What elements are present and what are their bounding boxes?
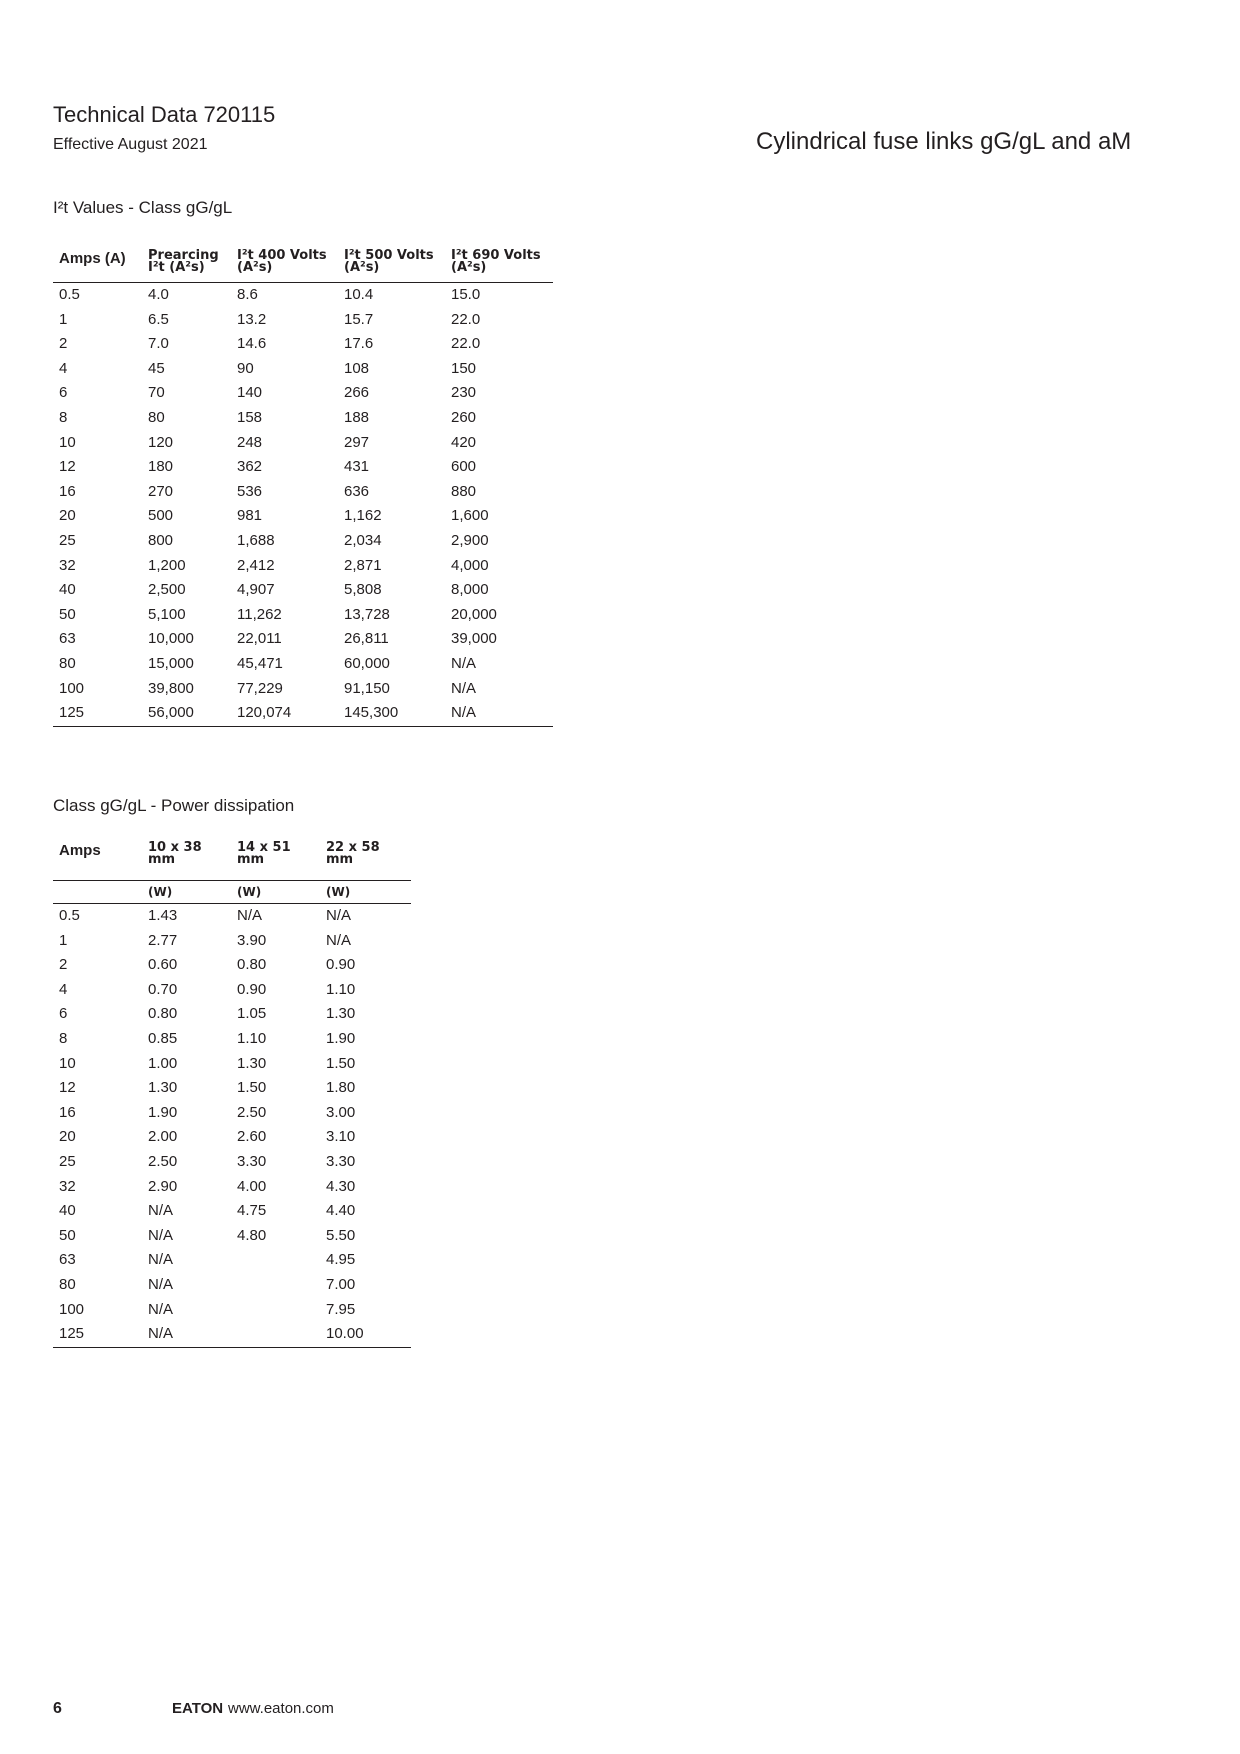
- table-cell: 1.30: [326, 1005, 356, 1023]
- table-row: [53, 504, 553, 529]
- column-header: [53, 250, 142, 283]
- column-header: [231, 842, 320, 881]
- table-cell: 1: [59, 931, 68, 949]
- i2t-values-table: [53, 250, 553, 727]
- table-cell: 0.90: [237, 980, 267, 998]
- table-cell: 270: [148, 482, 174, 500]
- table-row: [53, 1076, 411, 1101]
- table-cell: [231, 1322, 320, 1347]
- table-cell: 8: [59, 408, 68, 426]
- table-cell: 12: [59, 458, 76, 476]
- table-cell: 6: [59, 1005, 68, 1023]
- table-cell: 297: [344, 433, 370, 451]
- column-header: [142, 842, 231, 881]
- table-row: [53, 455, 553, 480]
- table-cell: 266: [344, 384, 370, 402]
- page-number: 6: [53, 1700, 62, 1717]
- table-cell: 7.0: [148, 335, 169, 353]
- table-cell: 40: [59, 1202, 76, 1220]
- column-header-line: I²t 400 Volts: [237, 248, 327, 263]
- table-cell: 362: [237, 458, 263, 476]
- table-cell: 1.80: [326, 1079, 356, 1097]
- table-row: [53, 1248, 411, 1273]
- table-row: [53, 578, 553, 603]
- table-cell: 10,000: [148, 630, 194, 648]
- table-row: [53, 1199, 411, 1224]
- table-row: [53, 357, 553, 382]
- table-cell: 4.40: [326, 1202, 356, 1220]
- table-cell: 63: [59, 630, 76, 648]
- column-header-line: 22 x 58: [326, 840, 380, 855]
- table-cell: 1.90: [148, 1103, 178, 1121]
- table-cell: 39,000: [451, 630, 497, 648]
- table-row: [53, 308, 553, 333]
- table-cell: 600: [451, 458, 477, 476]
- table-row: [53, 1052, 411, 1077]
- table-cell: 90: [237, 359, 254, 377]
- table-cell: 13,728: [344, 605, 390, 623]
- table-cell: 1.50: [326, 1054, 356, 1072]
- table-cell: 8.6: [237, 286, 258, 303]
- table-cell: 248: [237, 433, 263, 451]
- table-row: [53, 529, 553, 554]
- column-header: [142, 250, 231, 283]
- table-cell: 1,200: [148, 556, 186, 574]
- table-cell: 108: [344, 359, 370, 377]
- table-cell: 20: [59, 1128, 76, 1146]
- table-cell: 4: [59, 980, 68, 998]
- product-title: Cylindrical fuse links gG/gL and aM: [756, 128, 1132, 155]
- table-cell: 145,300: [338, 701, 445, 726]
- table-cell: 10.00: [320, 1322, 411, 1347]
- table-cell: 7.95: [326, 1300, 356, 1318]
- table-cell: 10: [59, 1054, 76, 1072]
- table-cell: 3.10: [326, 1128, 356, 1146]
- table-row: [53, 332, 553, 357]
- table-cell: 40: [59, 581, 76, 599]
- column-header-line: (A²s): [344, 260, 380, 275]
- column-header-line: 14 x 51: [237, 840, 291, 855]
- table-cell: 636: [344, 482, 370, 500]
- table-cell: 0.60: [148, 956, 178, 974]
- table-cell: 1.30: [148, 1079, 178, 1097]
- table-cell: 2.50: [237, 1103, 267, 1121]
- table-cell: N/A: [148, 1202, 174, 1220]
- table-cell: 120: [148, 433, 174, 451]
- table-cell: 45: [148, 359, 165, 377]
- column-header-line: mm: [326, 852, 354, 867]
- column-header-line: mm: [148, 852, 176, 867]
- table-cell: N/A: [445, 701, 553, 726]
- table-cell: N/A: [326, 907, 352, 924]
- table-cell: 4.0: [148, 286, 169, 303]
- table-cell: 2,412: [237, 556, 275, 574]
- table-cell: 2.00: [148, 1128, 178, 1146]
- table-row: [53, 431, 553, 456]
- table-cell: 8: [59, 1029, 68, 1047]
- table-cell: 4.75: [237, 1202, 267, 1220]
- table-cell: 26,811: [344, 630, 389, 648]
- table-cell: 2,034: [344, 531, 382, 549]
- table-cell: 2.77: [148, 931, 178, 949]
- table-cell: 140: [237, 384, 263, 402]
- column-header: [320, 842, 411, 881]
- table-cell: 22.0: [451, 310, 481, 328]
- table-row: [53, 1273, 411, 1298]
- table-cell: 16: [59, 1103, 76, 1121]
- table-cell: 3.30: [326, 1152, 356, 1170]
- website-link[interactable]: www.eaton.com: [228, 1700, 334, 1717]
- table-cell: 6: [59, 384, 68, 402]
- table-row: [53, 603, 553, 628]
- column-header: [53, 842, 142, 881]
- table-cell: 13.2: [237, 310, 267, 328]
- table-cell: 45,471: [237, 654, 283, 672]
- table-cell: 1.50: [237, 1079, 267, 1097]
- table-cell: 1.10: [237, 1029, 267, 1047]
- table-cell: 22.0: [451, 335, 481, 353]
- table-cell: 1.30: [237, 1054, 267, 1072]
- table-cell: 39,800: [148, 679, 194, 697]
- table-row: [53, 1322, 411, 1347]
- table-cell: 17.6: [344, 335, 374, 353]
- table-cell: 2.50: [148, 1152, 178, 1170]
- table-cell: 16: [59, 482, 76, 500]
- table-cell: N/A: [451, 654, 477, 672]
- table-cell: 1: [59, 310, 68, 328]
- table-row: [53, 1175, 411, 1200]
- table-cell: N/A: [148, 1300, 174, 1318]
- table-row: [53, 1224, 411, 1249]
- column-header-line: (A²s): [237, 260, 273, 275]
- table-row: [53, 904, 411, 929]
- table-row: [53, 652, 553, 677]
- table-cell: 50: [59, 1226, 76, 1244]
- table-cell: 5.50: [326, 1226, 356, 1244]
- column-header: [445, 250, 553, 283]
- table-row: [53, 627, 553, 652]
- table-cell: 22,011: [237, 630, 282, 648]
- table-row: [53, 406, 553, 431]
- table-cell: 60,000: [344, 654, 390, 672]
- document-title: [53, 102, 275, 128]
- table-cell: 125: [53, 1322, 142, 1347]
- table-cell: 3.90: [237, 931, 267, 949]
- table-cell: 25: [59, 1152, 76, 1170]
- table-cell: 4,907: [237, 581, 275, 599]
- table-row: [53, 701, 553, 726]
- column-header-line: Amps: [59, 842, 101, 859]
- table-cell: 5,808: [344, 581, 382, 599]
- column-header-line: Amps (A): [59, 250, 126, 267]
- table-cell: 15,000: [148, 654, 194, 672]
- table-cell: 2,500: [148, 581, 186, 599]
- table-cell: 188: [344, 408, 370, 426]
- effective-date: Effective August 2021: [53, 136, 208, 153]
- table-cell: 1.10: [326, 980, 356, 998]
- table-cell: 150: [451, 359, 477, 377]
- table-cell: 80: [148, 408, 165, 426]
- table-cell: 56,000: [142, 701, 231, 726]
- table-cell: 77,229: [237, 679, 283, 697]
- table-cell: 260: [451, 408, 477, 426]
- table-cell: 431: [344, 458, 370, 476]
- table-cell: 2: [59, 956, 68, 974]
- table-row: [53, 283, 553, 308]
- table-cell: 50: [59, 605, 76, 623]
- table-cell: 536: [237, 482, 263, 500]
- table-cell: 0.5: [59, 907, 80, 924]
- table-cell: [231, 1273, 320, 1298]
- table-cell: 4.30: [326, 1177, 356, 1195]
- table-cell: 1.43: [148, 907, 178, 924]
- column-header-line: mm: [237, 852, 265, 867]
- table-row: [53, 480, 553, 505]
- table-cell: 3.00: [326, 1103, 356, 1121]
- table-cell: N/A: [148, 1226, 174, 1244]
- table-cell: 2.60: [237, 1128, 267, 1146]
- table-row: [53, 1027, 411, 1052]
- table-cell: 420: [451, 433, 477, 451]
- table-cell: N/A: [326, 931, 352, 949]
- column-header: [338, 250, 445, 283]
- table-cell: N/A: [142, 1322, 231, 1347]
- table-cell: 180: [148, 458, 174, 476]
- document-number: 720115: [203, 102, 276, 127]
- table-cell: 5,100: [148, 605, 186, 623]
- table-cell: 4.80: [237, 1226, 267, 1244]
- table-row: [53, 381, 553, 406]
- table-cell: 230: [451, 384, 477, 402]
- table-cell: 12: [59, 1079, 76, 1097]
- table-row: [53, 1298, 411, 1323]
- table-cell: 0.80: [237, 956, 267, 974]
- column-header-line: I²t 500 Volts: [344, 248, 434, 263]
- column-header-line: 10 x 38: [148, 840, 202, 855]
- table-cell: 15.0: [451, 286, 481, 303]
- table-cell: 2: [59, 335, 68, 353]
- table-cell: 4: [59, 359, 68, 377]
- table-cell: 1.00: [148, 1054, 178, 1072]
- table-row: [53, 1002, 411, 1027]
- table-cell: 2,871: [344, 556, 382, 574]
- table-cell: 11,262: [237, 605, 282, 623]
- table-cell: 20: [59, 507, 76, 525]
- unit-header: (W): [320, 881, 411, 904]
- table-cell: 10: [59, 433, 76, 451]
- table-cell: 80: [59, 654, 76, 672]
- table-cell: 15.7: [344, 310, 374, 328]
- table-cell: 32: [59, 1177, 76, 1195]
- table-cell: 100: [59, 1300, 85, 1318]
- table-cell: 3.30: [237, 1152, 267, 1170]
- table-cell: [231, 1248, 320, 1273]
- table-cell: 1,162: [344, 507, 382, 525]
- table-cell: [231, 1298, 320, 1323]
- table-cell: N/A: [237, 907, 263, 924]
- table-cell: 20,000: [451, 605, 497, 623]
- table-cell: 14.6: [237, 335, 267, 353]
- power-dissipation-table: [53, 842, 411, 1348]
- table-cell: 10.4: [344, 286, 374, 303]
- table-cell: 91,150: [344, 679, 390, 697]
- title-prefix: Technical Data: [53, 102, 198, 127]
- table-cell: 8,000: [451, 581, 489, 599]
- table-cell: 0.85: [148, 1029, 178, 1047]
- table-cell: N/A: [148, 1275, 174, 1293]
- table-cell: 63: [59, 1251, 76, 1269]
- table-row: [53, 929, 411, 954]
- table-cell: 100: [59, 679, 85, 697]
- table-cell: N/A: [451, 679, 477, 697]
- table-row: [53, 978, 411, 1003]
- column-header-line: (A²s): [451, 260, 487, 275]
- table-cell: 80: [59, 1275, 76, 1293]
- table-cell: 120,074: [231, 701, 338, 726]
- table-row: [53, 1101, 411, 1126]
- table-cell: 981: [237, 507, 263, 525]
- table-cell: 0.80: [148, 1005, 178, 1023]
- table-cell: 6.5: [148, 310, 169, 328]
- table-row: [53, 677, 553, 702]
- table-row: [53, 554, 553, 579]
- table-cell: 1,600: [451, 507, 489, 525]
- table-cell: 25: [59, 531, 76, 549]
- table1-title: I²t Values - Class gG/gL: [53, 198, 233, 217]
- table2-title: Class gG/gL - Power dissipation: [53, 796, 295, 815]
- table-cell: 2.90: [148, 1177, 178, 1195]
- unit-header: (W): [231, 881, 320, 904]
- table-cell: 32: [59, 556, 76, 574]
- table-cell: 7.00: [326, 1275, 356, 1293]
- table-cell: 158: [237, 408, 263, 426]
- table-cell: 1,688: [237, 531, 275, 549]
- table-cell: 0.5: [59, 286, 80, 303]
- unit-header: (W): [142, 881, 231, 904]
- table-row: [53, 1125, 411, 1150]
- eaton-logo: EATON: [172, 1700, 224, 1717]
- table-cell: 500: [148, 507, 174, 525]
- table-cell: 0.70: [148, 980, 178, 998]
- column-header-line: Prearcing: [148, 248, 219, 263]
- table-cell: 1.90: [326, 1029, 356, 1047]
- table-cell: 4.95: [326, 1251, 356, 1269]
- table-row: [53, 953, 411, 978]
- table-cell: 125: [53, 701, 142, 726]
- column-header: [231, 250, 338, 283]
- table-cell: 800: [148, 531, 174, 549]
- table-cell: 1.05: [237, 1005, 267, 1023]
- table-cell: N/A: [148, 1251, 174, 1269]
- table-cell: 4.00: [237, 1177, 267, 1195]
- column-header-line: I²t 690 Volts: [451, 248, 541, 263]
- table-cell: 70: [148, 384, 165, 402]
- column-header-line: I²t (A²s): [148, 260, 205, 275]
- table-cell: 2,900: [451, 531, 489, 549]
- table-cell: 880: [451, 482, 477, 500]
- unit-header: [53, 881, 142, 904]
- table-cell: 0.90: [326, 956, 356, 974]
- table-row: [53, 1150, 411, 1175]
- table-cell: 4,000: [451, 556, 489, 574]
